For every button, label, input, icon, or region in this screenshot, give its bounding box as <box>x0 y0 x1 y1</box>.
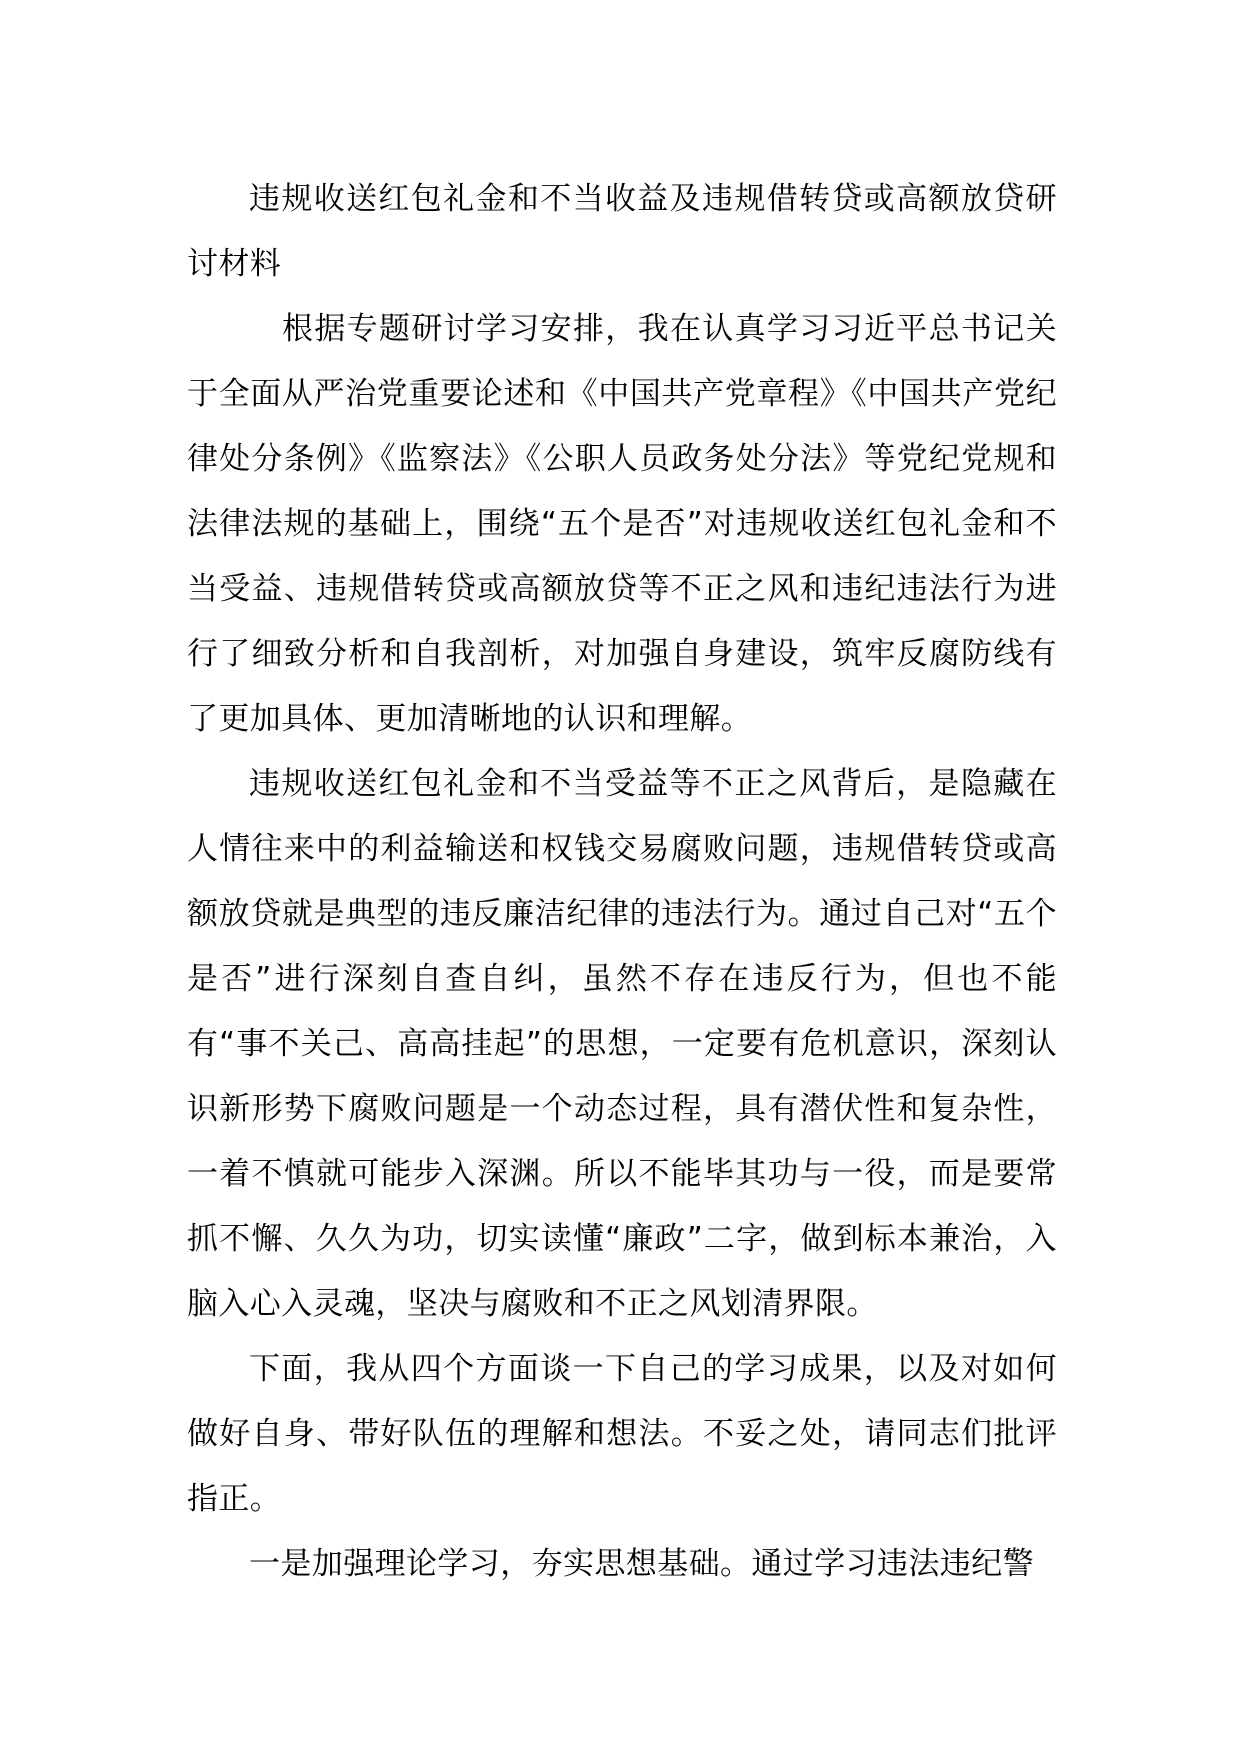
paragraph-intro: 根据专题研讨学习安排，我在认真学习习近平总书记关于全面从严治党重要论述和《中国共产党章程》《中国共产党纪律处分条例》《监察法》《公职人员政务处分法》等党纪党规和法律法规的基础上，围绕“五个是否”对违规收送红包礼金和不当受益、违规借转贷或高额放贷等不正之风和违纪违法行为进行了细致分析和自我剖析，对加强自身建设，筑牢反腐防线有了更加具体、更加清晰地的认识和理解。 <box>187 311 1057 737</box>
paragraph-outline: 下面，我从四个方面谈一下自己的学习成果，以及对如何做好自身、带好队伍的理解和想法。不妥之处，请同志们批评指正。 <box>187 1351 1057 1517</box>
paragraph-analysis: 违规收送红包礼金和不当受益等不正之风背后，是隐藏在人情往来中的利益输送和权钱交易腐败问题，违规借转贷或高额放贷就是典型的违反廉洁纪律的违法行为。通过自己对“五个是否”进行深刻自查自纠，虽然不存在违反行为，但也不能有“事不关己、高高挂起”的思想，一定要有危机意识，深刻认识新形势下腐败问题是一个动态过程，具有潜伏性和复杂性，一着不慎就可能步入深渊。所以不能毕其功与一役，而是要常抓不懈、久久为功，切实读懂“廉政”二字，做到标本兼治，入脑入心入灵魂，坚决与腐败和不正之风划清界限。 <box>187 766 1057 1322</box>
document-title: 违规收送红包礼金和不当收益及违规借转贷或高额放贷研讨材料 <box>187 181 1057 282</box>
paragraph-point-one: 一是加强理论学习，夯实思想基础。通过学习违法违纪警 <box>249 1546 1034 1582</box>
document-body <box>187 167 1057 1597</box>
